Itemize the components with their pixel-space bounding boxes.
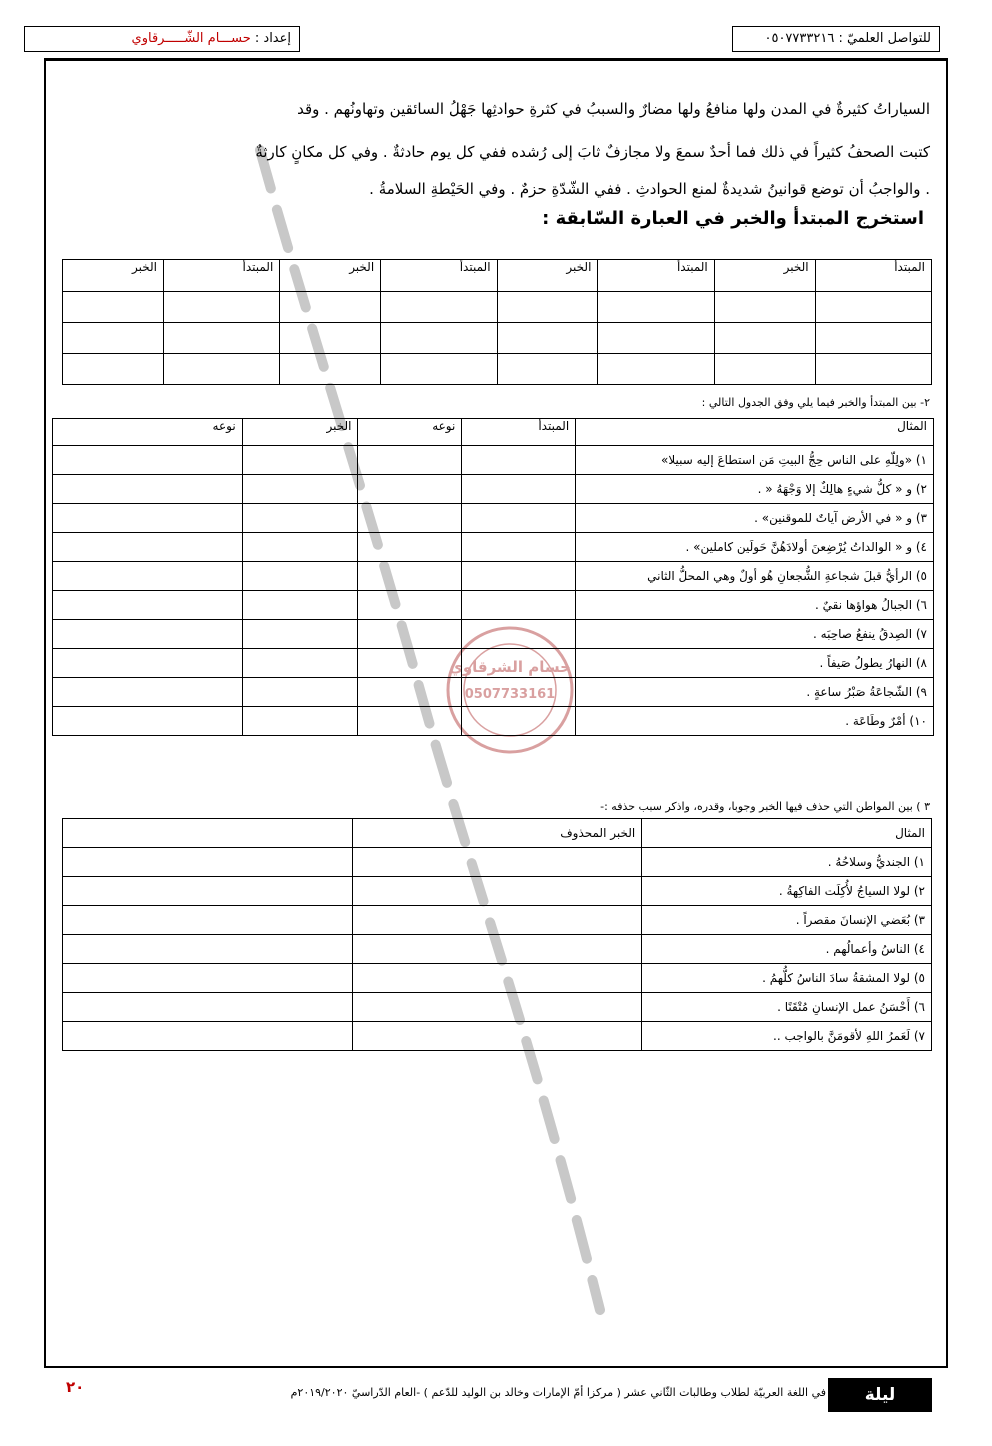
answer-cell[interactable]: [352, 935, 642, 964]
example-cell: ٧) لَعَمرُ اللهِ لأقومَنَّ بالواجب ..: [642, 1022, 932, 1051]
answer-cell[interactable]: [163, 354, 279, 385]
col-header: الخبر: [497, 260, 598, 292]
answer-cell[interactable]: [497, 323, 598, 354]
table-row: [53, 475, 934, 504]
answer-cell[interactable]: [815, 323, 931, 354]
answer-cell[interactable]: [815, 292, 931, 323]
table-row: [53, 562, 934, 591]
table-row: [63, 877, 932, 906]
answer-cell[interactable]: [63, 993, 353, 1022]
answer-cell[interactable]: [242, 533, 358, 562]
table-row: [63, 964, 932, 993]
table-row: [53, 504, 934, 533]
answer-cell[interactable]: [598, 354, 714, 385]
answer-cell[interactable]: [53, 475, 243, 504]
table-row: [53, 446, 934, 475]
answer-cell[interactable]: [714, 292, 815, 323]
page-number: ٢٠: [66, 1378, 85, 1396]
answer-cell[interactable]: [462, 707, 576, 736]
q3-table: [62, 818, 932, 1051]
table-row: [63, 993, 932, 1022]
answer-cell[interactable]: [53, 649, 243, 678]
stamp-name: حسام الشرقاوي: [449, 658, 571, 676]
table-row: [53, 649, 934, 678]
answer-cell[interactable]: [63, 292, 164, 323]
answer-cell[interactable]: [358, 707, 462, 736]
answer-cell[interactable]: [381, 354, 497, 385]
answer-cell[interactable]: [280, 323, 381, 354]
answer-cell[interactable]: [714, 323, 815, 354]
answer-cell[interactable]: [352, 848, 642, 877]
answer-cell[interactable]: [53, 620, 243, 649]
answer-cell[interactable]: [598, 323, 714, 354]
col-header: الخبر: [242, 419, 358, 446]
answer-cell[interactable]: [497, 354, 598, 385]
answer-cell[interactable]: [63, 323, 164, 354]
table-row: [63, 1022, 932, 1051]
col-header: المثال: [642, 819, 932, 848]
col-header: المبتدأ: [462, 419, 576, 446]
answer-cell[interactable]: [462, 533, 576, 562]
answer-cell[interactable]: [53, 504, 243, 533]
table-row: [63, 292, 932, 323]
stamp-phone: 0507733161: [464, 687, 556, 702]
table-row: [63, 906, 932, 935]
example-cell: ٣) و « في الأرض آياتٌ للموقنين» .: [576, 504, 934, 533]
passage-line-1: السياراتُ كثيرةٌ في المدن ولها منافعُ ولها مضارٌ والسببُ في كثرةِ حوادثِها جَهْلُ السائقين وتهاونُهم . وقد: [297, 100, 930, 118]
col-header: نوعه: [53, 419, 243, 446]
col-header: المبتدأ: [815, 260, 931, 292]
answer-cell[interactable]: [63, 354, 164, 385]
answer-cell[interactable]: [53, 533, 243, 562]
answer-cell[interactable]: [358, 475, 462, 504]
answer-cell[interactable]: [53, 446, 243, 475]
answer-cell[interactable]: [63, 877, 353, 906]
answer-cell[interactable]: [242, 620, 358, 649]
answer-cell[interactable]: [462, 562, 576, 591]
passage-line-3: . والواجبُ أن توضع قوانينُ شديدةٌ لمنع الحوادثِ . ففي الشّدّةِ حزمٌ . وفي الحَيْطةِ السلامةُ .: [369, 180, 930, 198]
answer-cell[interactable]: [462, 678, 576, 707]
col-header: الخبر المحذوف: [352, 819, 642, 848]
footer-logo: [828, 1378, 932, 1439]
answer-cell[interactable]: [598, 292, 714, 323]
col-header: المبتدأ: [163, 260, 279, 292]
example-cell: ٢) و « كلُّ شيءٍ هالِكٌ إلا وَجْهَهُ « .: [576, 475, 934, 504]
answer-cell[interactable]: [280, 292, 381, 323]
table-header-row: [63, 819, 932, 848]
answer-cell[interactable]: [242, 475, 358, 504]
footer-text: في اللغة العربيّة لطلاب وطالبات الثّاني عشر ( مركزا أمّ الإمارات وخالد بن الوليد للدّعم ) -العام الدّراسيّ ٢٠١٩/٢٠٢٠م: [290, 1386, 826, 1399]
answer-cell[interactable]: [352, 1022, 642, 1051]
table-row: [63, 354, 932, 385]
answer-cell[interactable]: [242, 504, 358, 533]
author-label: إعداد :: [254, 31, 291, 46]
answer-cell[interactable]: [163, 323, 279, 354]
example-cell: ١) الجنديُّ وسلاحُهُ .: [642, 848, 932, 877]
example-cell: ٥) لولا المشقةُ سادَ الناسُ كلُّهمُ .: [642, 964, 932, 993]
answer-cell[interactable]: [358, 446, 462, 475]
example-cell: ١٠) أمْرٌ وطَاعَة .: [576, 707, 934, 736]
table-row: [53, 620, 934, 649]
example-cell: ٦) أَحْسَنُ عمل الإنسانِ مُتْقَنًا .: [642, 993, 932, 1022]
col-header: الخبر: [280, 260, 381, 292]
author-name: حســـام الشّـــــرقاوي: [131, 31, 251, 46]
example-cell: ٤) الناسُ وأعمالُهم .: [642, 935, 932, 964]
answer-cell[interactable]: [358, 620, 462, 649]
answer-cell[interactable]: [242, 446, 358, 475]
col-header: الخبر: [63, 260, 164, 292]
answer-cell[interactable]: [358, 504, 462, 533]
table-row: [53, 707, 934, 736]
answer-cell[interactable]: [358, 562, 462, 591]
contact-box: [732, 26, 940, 52]
col-header: [63, 819, 353, 848]
answer-cell[interactable]: [53, 591, 243, 620]
table-row: [63, 323, 932, 354]
example-cell: ٥) الرأيُّ قبلَ شجاعةِ الشُّجعانِ هُو أولٌ وهي المحلُّ الثاني: [576, 562, 934, 591]
table-row: [63, 848, 932, 877]
example-cell: ٣) بُعَضي الإنسانَ مقصراً .: [642, 906, 932, 935]
answer-cell[interactable]: [352, 906, 642, 935]
answer-cell[interactable]: [381, 292, 497, 323]
table-row: [53, 591, 934, 620]
answer-cell[interactable]: [497, 292, 598, 323]
logo-text: ليلة الامتحان: [845, 1385, 915, 1439]
answer-cell[interactable]: [63, 964, 353, 993]
example-cell: ٤) و « الوالداتُ يُرْضِعنَ أولادَهُنَّ حَولَين كاملين» .: [576, 533, 934, 562]
answer-cell[interactable]: [242, 591, 358, 620]
example-cell: ٢) لولا السياجُ لأُكِلَت الفاكِهةُ .: [642, 877, 932, 906]
answer-cell[interactable]: [280, 354, 381, 385]
answer-cell[interactable]: [63, 1022, 353, 1051]
example-cell: ٦) الجبالُ هواؤها نقيٌ .: [576, 591, 934, 620]
answer-cell[interactable]: [462, 475, 576, 504]
answer-cell[interactable]: [462, 591, 576, 620]
table-row: [53, 533, 934, 562]
author-box: [24, 26, 300, 52]
q3-title: ٣ ) بين المواطن التي حذف فيها الخبر وجوبا، وقدره، واذكر سبب حذفه :-: [600, 800, 930, 813]
answer-cell[interactable]: [358, 591, 462, 620]
answer-cell[interactable]: [53, 707, 243, 736]
answer-cell[interactable]: [714, 354, 815, 385]
answer-cell[interactable]: [462, 446, 576, 475]
answer-cell[interactable]: [462, 620, 576, 649]
answer-cell[interactable]: [163, 292, 279, 323]
example-cell: ٧) الصِدقُ ينفعُ صاحِبَه .: [576, 620, 934, 649]
answer-cell[interactable]: [242, 562, 358, 591]
answer-cell[interactable]: [358, 533, 462, 562]
example-cell: ١) «ولِلّهِ على الناس حِجُّ البيتِ مَن استطاعَ إليه سبيلا»: [576, 446, 934, 475]
answer-cell[interactable]: [352, 993, 642, 1022]
q1-heading: استخرج المبتدأ والخبر في العبارة السّابقة :: [542, 208, 924, 229]
example-cell: ٩) الشّجاعَةُ صَبْرُ ساعةٍ .: [576, 678, 934, 707]
table-header-row: [63, 260, 932, 292]
answer-cell[interactable]: [242, 707, 358, 736]
answer-cell[interactable]: [352, 877, 642, 906]
answer-cell[interactable]: [352, 964, 642, 993]
answer-cell[interactable]: [358, 678, 462, 707]
col-header: المثال: [576, 419, 934, 446]
table-header-row: [53, 419, 934, 446]
q2-title: ٢- بين المبتدأ والخبر فيما يلي وفق الجدول التالي :: [701, 396, 930, 409]
answer-cell[interactable]: [462, 504, 576, 533]
answer-cell[interactable]: [242, 678, 358, 707]
answer-cell[interactable]: [63, 906, 353, 935]
passage-line-2: كتبت الصحفُ كثيراً في ذلك فما أحدٌ سمعَ ولا مجازفٌ ثابَ إلى رُشده ففي كل يوم حادثةٌ . وفي كل مكانٍ كارثةٌ: [255, 143, 930, 161]
q2-table: [52, 418, 934, 736]
answer-cell[interactable]: [462, 649, 576, 678]
answer-cell[interactable]: [358, 649, 462, 678]
table-row: [63, 935, 932, 964]
answer-cell[interactable]: [53, 562, 243, 591]
answer-cell[interactable]: [63, 935, 353, 964]
contact-text: للتواصل العلميّ : ٠٥٠٧٧٣٣٢١٦: [764, 31, 931, 46]
frame-double-line: [44, 60, 948, 61]
col-header: المبتدأ: [381, 260, 497, 292]
answer-cell[interactable]: [242, 649, 358, 678]
col-header: نوعه: [358, 419, 462, 446]
answer-cell[interactable]: [53, 678, 243, 707]
q1-table: [62, 259, 932, 385]
col-header: المبتدأ: [598, 260, 714, 292]
col-header: الخبر: [714, 260, 815, 292]
table-row: [53, 678, 934, 707]
answer-cell[interactable]: [63, 848, 353, 877]
answer-cell[interactable]: [815, 354, 931, 385]
answer-cell[interactable]: [381, 323, 497, 354]
example-cell: ٨) النهارُ يطولُ صَيفاً .: [576, 649, 934, 678]
